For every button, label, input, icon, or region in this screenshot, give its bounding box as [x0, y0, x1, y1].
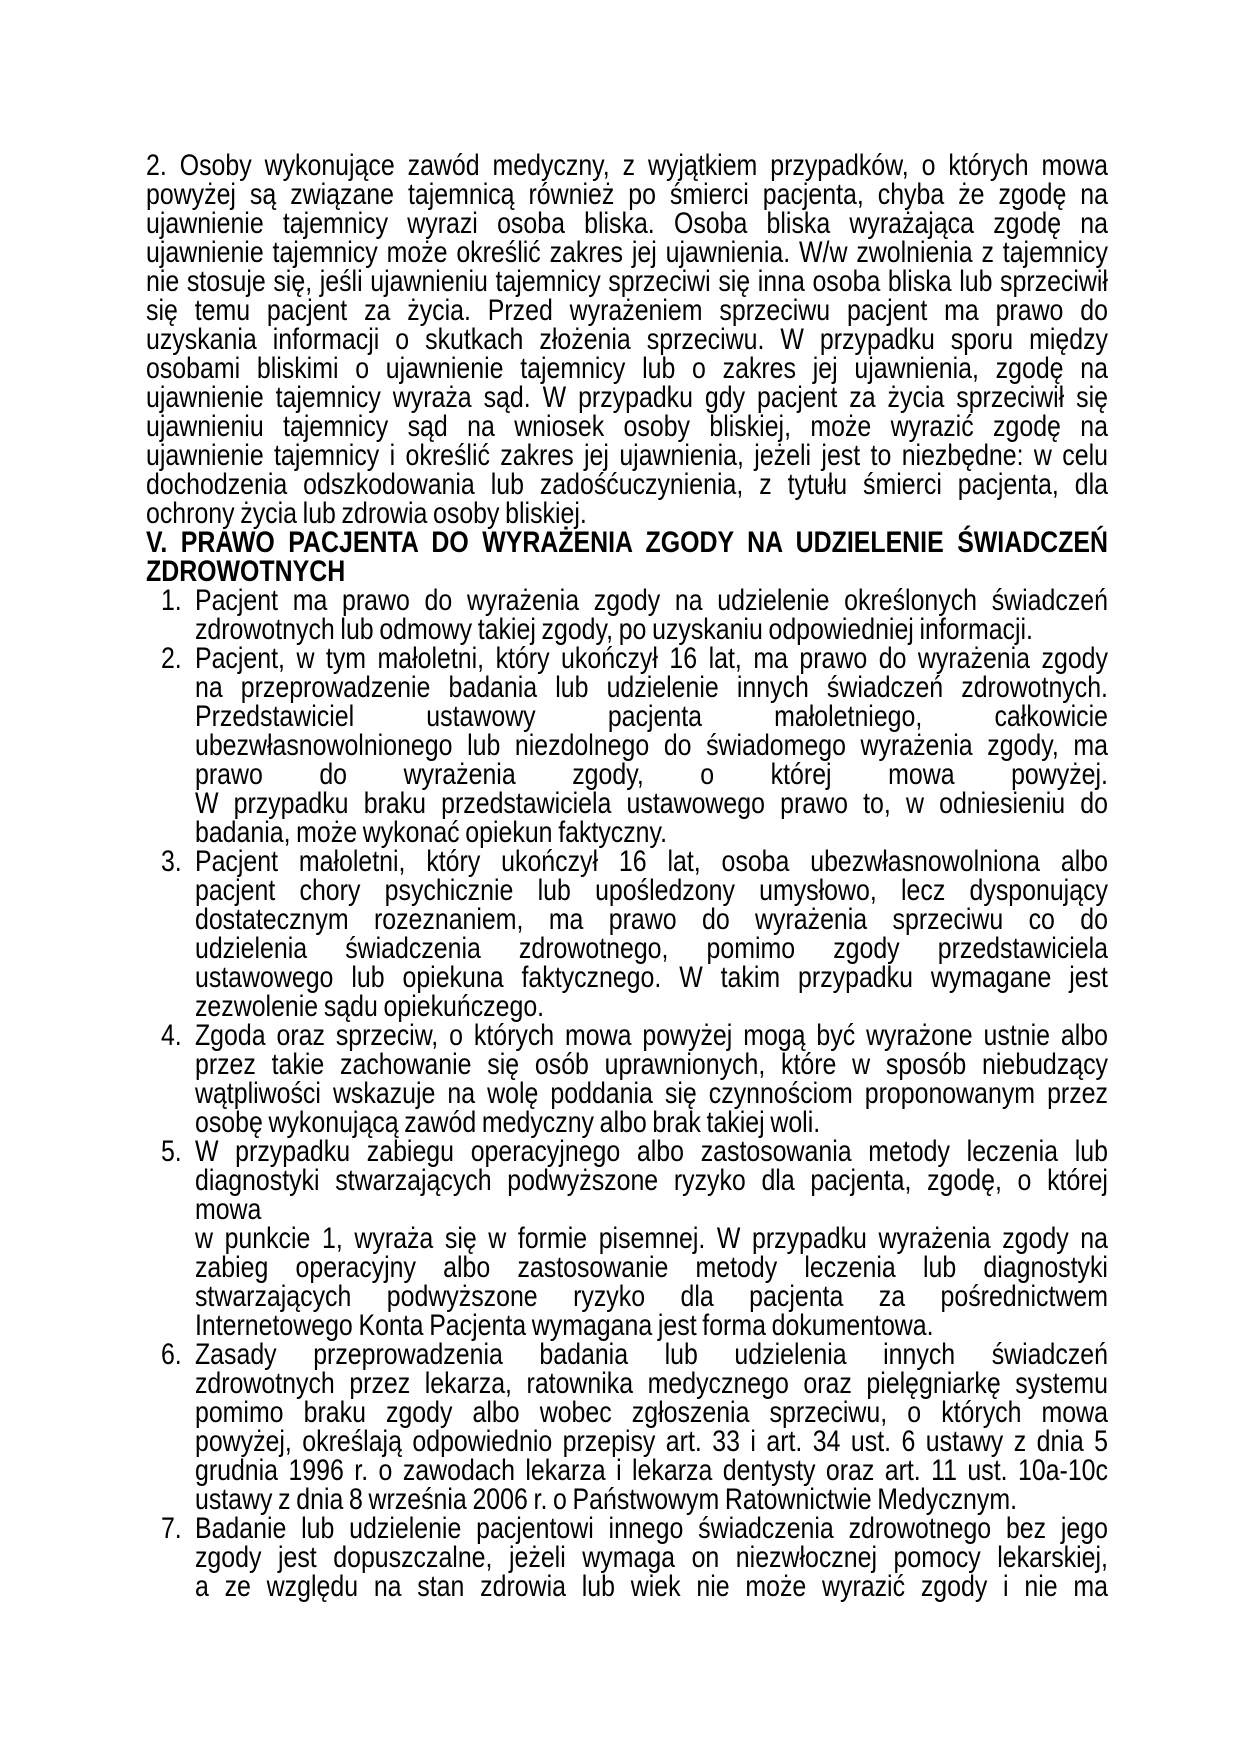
- text-line: ustawy z dnia 8 września 2006 r. o Państwowym Ratownictwie Medycznym.: [194, 1483, 1018, 1516]
- text-line: ZDROWOTNYCH: [146, 555, 346, 588]
- list-item: [146, 1137, 1108, 1340]
- text-line: zgody jest dopuszczalne, jeżeli wymaga on niezwłocznej pomocy lekarskiej,: [194, 1541, 1108, 1574]
- section-v-heading: [146, 528, 1108, 586]
- text-line: Przedstawiciel ustawowy pacjenta małoletniego, całkowicie: [194, 700, 1108, 733]
- text-line: ujawnienie tajemnicy wyrazi osoba bliska. Osoba bliska wyrażająca zgodę na: [146, 207, 1108, 240]
- list-item-text: [195, 1340, 1108, 1514]
- text-line: diagnostyki stwarzających podwyższone ryzyko dla pacjenta, zgodę, o której: [194, 1164, 1108, 1197]
- list-item: [146, 1340, 1108, 1514]
- list-item-number: 5.: [160, 1135, 182, 1168]
- list-item-number: 3.: [160, 845, 182, 878]
- text-line: Pacjent, w tym małoletni, który ukończył 16 lat, ma prawo do wyrażenia zgody: [194, 642, 1108, 675]
- list-item: [146, 586, 1108, 644]
- text-line: zezwolenie sądu opiekuńczego.: [194, 990, 545, 1023]
- text-line: na przeprowadzenie badania lub udzielenie innych świadczeń zdrowotnych.: [194, 671, 1108, 704]
- text-line: ochrony życia lub zdrowia osoby bliskiej.: [146, 497, 587, 530]
- text-line: Badanie lub udzielenie pacjentowi innego świadczenia zdrowotnego bez jego: [194, 1512, 1108, 1545]
- list-item-text: [195, 1021, 1108, 1137]
- text-line: ujawnienie tajemnicy wyraża sąd. W przypadku gdy pacjent za życia sprzeciwił się: [146, 381, 1108, 414]
- text-line: dochodzenia odszkodowania lub zadośćuczynienia, z tytułu śmierci pacjenta, dla: [146, 468, 1108, 501]
- text-line: prawo do wyrażenia zgody, o której mowa powyżej.: [194, 758, 1108, 791]
- list-item: [146, 1021, 1108, 1137]
- text-line: Zasady przeprowadzenia badania lub udzielenia innych świadczeń: [194, 1338, 1108, 1371]
- list-item-text: [195, 847, 1108, 1021]
- text-line: powyżej, określają odpowiednio przepisy art. 33 i art. 34 ust. 6 ustawy z dnia 5: [194, 1425, 1108, 1458]
- text-line: Pacjent małoletni, który ukończył 16 lat, osoba ubezwłasnowolniona albo: [194, 845, 1108, 878]
- list-item-number: 4.: [160, 1019, 182, 1052]
- text-line: nie stosuje się, jeśli ujawnieniu tajemnicy sprzeciwi się inna osoba bliska lub sprzeciwił: [146, 265, 1108, 298]
- list-item: [146, 644, 1108, 847]
- text-line: osobami bliskimi o ujawnienie tajemnicy lub o zakres jej ujawnienia, zgodę na: [146, 352, 1108, 385]
- list-item-number: 1.: [160, 584, 182, 617]
- text-line: W przypadku zabiegu operacyjnego albo zastosowania metody leczenia lub: [194, 1135, 1108, 1168]
- text-line: stwarzających podwyższone ryzyko dla pacjenta za pośrednictwem: [194, 1280, 1108, 1313]
- text-line: udzielenia świadczenia zdrowotnego, pomimo zgody przedstawiciela: [194, 932, 1108, 965]
- list-item-text: [195, 586, 1108, 644]
- text-line: wątpliwości wskazuje na wolę poddania się czynnościom proponowanym przez: [194, 1077, 1108, 1110]
- list-item-number: 6.: [160, 1338, 182, 1371]
- text-line: uzyskania informacji o skutkach złożenia sprzeciwu. W przypadku sporu między: [146, 323, 1108, 356]
- text-line: zdrowotnych lub odmowy takiej zgody, po uzyskaniu odpowiedniej informacji.: [194, 613, 1033, 646]
- text-line: Pacjent ma prawo do wyrażenia zgody na udzielenie określonych świadczeń: [194, 584, 1108, 617]
- text-line: pacjent chory psychicznie lub upośledzony umysłowo, lecz dysponujący: [194, 874, 1108, 907]
- text-line: pomimo braku zgody albo wobec zgłoszenia sprzeciwu, o których mowa: [194, 1396, 1108, 1429]
- text-line: dostatecznym rozeznaniem, ma prawo do wyrażenia sprzeciwu co do: [194, 903, 1108, 936]
- list-item-number: 7.: [160, 1512, 182, 1545]
- text-line: Internetowego Konta Pacjenta wymagana jest forma dokumentowa.: [194, 1309, 934, 1342]
- text-line: W przypadku braku przedstawiciela ustawowego prawo to, w odniesieniu do: [194, 787, 1108, 820]
- list-item-text: [195, 1137, 1108, 1340]
- text-line: a ze względu na stan zdrowia lub wiek nie może wyrazić zgody i nie ma: [194, 1570, 1108, 1603]
- text-line: powyżej są związane tajemnicą również po śmierci pacjenta, chyba że zgodę na: [146, 178, 1108, 211]
- text-line: zabieg operacyjny albo zastosowanie metody leczenia lub diagnostyki: [194, 1251, 1108, 1284]
- document-content: [146, 151, 1108, 1601]
- text-line: grudnia 1996 r. o zawodach lekarza i lekarza dentysty oraz art. 11 ust. 10a-10c: [194, 1454, 1108, 1487]
- text-line: V. PRAWO PACJENTA DO WYRAŻENIA ZGODY NA UDZIELENIE ŚWIADCZEŃ: [146, 526, 1108, 559]
- list-item: [146, 1514, 1108, 1601]
- text-line: 2. Osoby wykonujące zawód medyczny, z wyjątkiem przypadków, o których mowa: [146, 149, 1108, 182]
- text-line: przez takie zachowanie się osób uprawnionych, które w sposób niebudzący: [194, 1048, 1108, 1081]
- text-line: ubezwłasnowolnionego lub niezdolnego do świadomego wyrażenia zgody, ma: [194, 729, 1108, 762]
- text-line: ustawowego lub opiekuna faktycznego. W takim przypadku wymagane jest: [194, 961, 1108, 994]
- text-line: Zgoda oraz sprzeciw, o których mowa powyżej mogą być wyrażone ustnie albo: [194, 1019, 1108, 1052]
- text-line: zdrowotnych przez lekarza, ratownika medycznego oraz pielęgniarkę systemu: [194, 1367, 1108, 1400]
- text-line: mowa: [194, 1193, 262, 1226]
- text-line: ujawnieniu tajemnicy sąd na wniosek osoby bliskiej, może wyrazić zgodę na: [146, 410, 1108, 443]
- consent-rights-list: [146, 586, 1108, 1601]
- text-line: badania, może wykonać opiekun faktyczny.: [194, 816, 668, 849]
- text-line: w punkcie 1, wyraża się w formie pisemnej. W przypadku wyrażenia zgody na: [194, 1222, 1108, 1255]
- text-line: się temu pacjent za życia. Przed wyrażeniem sprzeciwu pacjent ma prawo do: [146, 294, 1108, 327]
- intro-paragraph: [146, 151, 1108, 528]
- list-item-text: [195, 1514, 1108, 1601]
- text-line: ujawnienie tajemnicy może określić zakres jej ujawnienia. W/w zwolnienia z tajemnicy: [146, 236, 1108, 269]
- list-item: [146, 847, 1108, 1021]
- list-item-text: [195, 644, 1108, 847]
- text-line: osobę wykonującą zawód medyczny albo brak takiej woli.: [194, 1106, 821, 1139]
- list-item-number: 2.: [160, 642, 182, 675]
- text-line: ujawnienie tajemnicy i określić zakres jej ujawnienia, jeżeli jest to niezbędne: w celu: [146, 439, 1108, 472]
